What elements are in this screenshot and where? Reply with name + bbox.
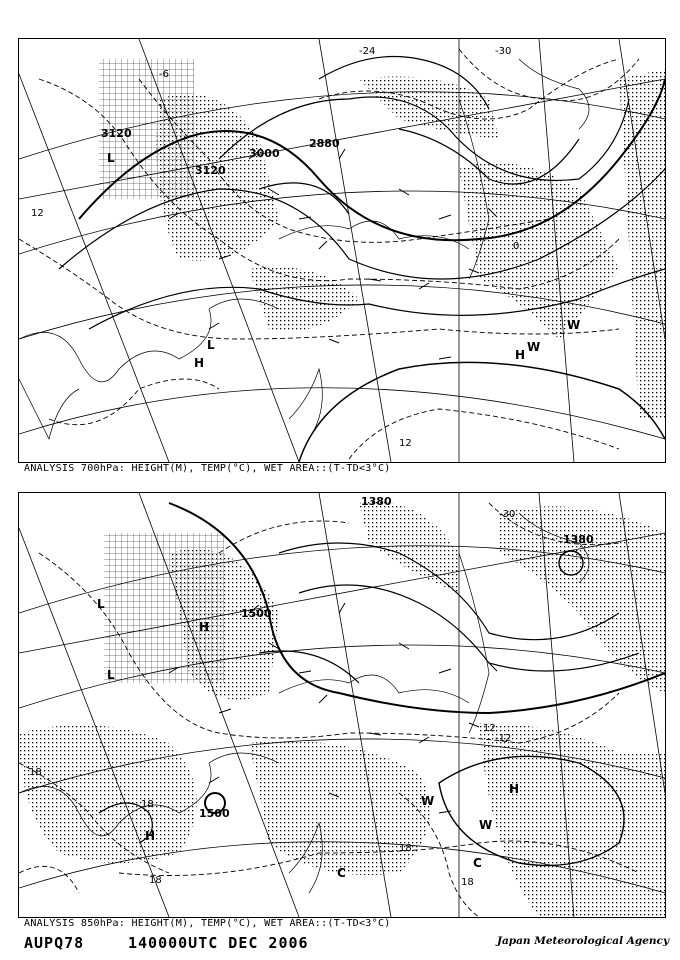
- temp-label: 0: [513, 241, 520, 252]
- panel-caption-700hpa: ANALYSIS 700hPa: HEIGHT(M), TEMP(°C), WET AREA::(T-TD<3°C): [24, 463, 391, 474]
- cold-center-marker: C: [473, 856, 482, 870]
- height-label: 3120: [195, 164, 226, 177]
- wet-areas: [99, 59, 665, 419]
- temp-label: 18: [141, 799, 154, 810]
- temp-label: -12: [495, 733, 512, 744]
- temp-label: 18: [399, 843, 412, 854]
- temp-label: 18: [461, 877, 474, 888]
- weather-map-850hpa: [19, 493, 665, 917]
- warm-center-marker: W: [479, 818, 493, 832]
- low-center-marker: L: [97, 597, 105, 611]
- warm-center-marker: W: [567, 318, 581, 332]
- temp-label: 12: [399, 438, 412, 449]
- temp-label: -24: [359, 46, 376, 57]
- height-label: 2880: [309, 137, 340, 150]
- high-center-marker: H: [194, 356, 205, 370]
- cold-center-marker: C: [337, 866, 346, 880]
- panel-caption-850hpa: ANALYSIS 850hPa: HEIGHT(M), TEMP(°C), WET AREA::(T-TD<3°C): [24, 918, 391, 929]
- temp-label: 12: [483, 723, 496, 734]
- temp-label: -30: [495, 46, 512, 57]
- height-label: 3120: [101, 127, 132, 140]
- height-label: 1380: [563, 533, 594, 546]
- low-center-marker: L: [107, 151, 115, 165]
- temp-label: -6: [159, 69, 169, 80]
- height-label: 1380: [361, 495, 392, 508]
- valid-time: 140000UTC DEC 2006: [128, 934, 309, 952]
- agency-name: Japan Meteorological Agency: [497, 935, 670, 947]
- height-label: 3000: [249, 147, 280, 160]
- high-center-marker: H: [509, 782, 520, 796]
- height-label: 1500: [199, 807, 230, 820]
- temp-label: 18: [29, 767, 42, 778]
- weather-map-700hpa: [19, 39, 665, 462]
- temp-label: -30: [499, 509, 516, 520]
- warm-center-marker: W: [527, 340, 541, 354]
- warm-center-marker: W: [421, 794, 435, 808]
- low-center-marker: L: [107, 668, 115, 682]
- low-center-marker: L: [207, 338, 215, 352]
- high-center-marker: H: [145, 829, 156, 843]
- map-panel-850hpa: [18, 492, 666, 918]
- height-label: 1500: [241, 607, 272, 620]
- high-center-marker: H: [515, 348, 526, 362]
- wet-areas: [19, 502, 665, 917]
- map-panel-700hpa: [18, 38, 666, 463]
- temp-label: 12: [31, 208, 44, 219]
- chart-code: AUPQ78: [24, 934, 85, 952]
- high-center-marker: H: [199, 620, 210, 634]
- temp-label: 18: [149, 875, 162, 886]
